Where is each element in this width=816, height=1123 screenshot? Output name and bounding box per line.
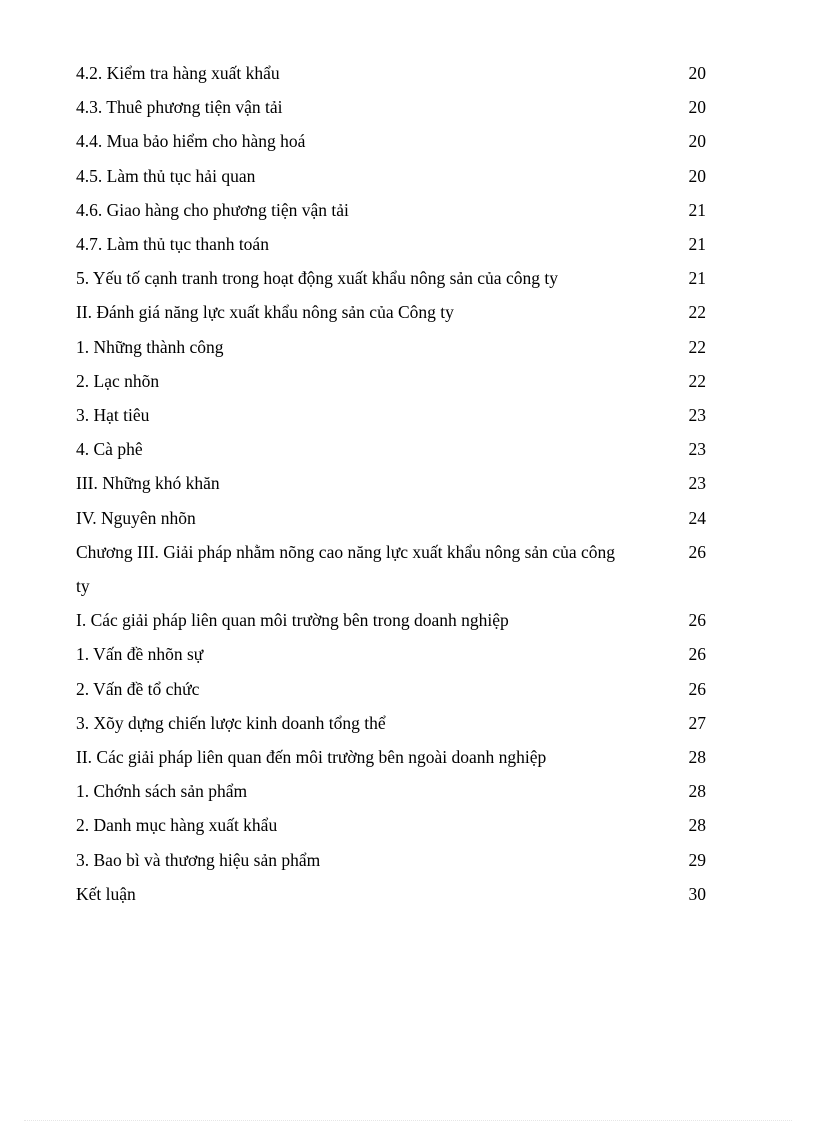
toc-entry-page: 21 — [688, 268, 706, 289]
toc-entry-title: 1. Những thành công — [76, 336, 224, 357]
toc-entry — [76, 535, 706, 603]
toc-entry-title: 5. Yếu tố cạnh tranh trong hoạt động xuất khẩu nông sản của công ty — [76, 268, 558, 289]
toc-entry-title: 4.3. Thuê phương tiện vận tải — [76, 97, 283, 118]
page-bottom-divider — [24, 1120, 792, 1121]
toc-entry — [76, 808, 706, 842]
toc-entry-page: 23 — [688, 439, 706, 460]
toc-entry — [76, 501, 706, 535]
toc-entry — [76, 466, 706, 500]
toc-entry-title: 4.2. Kiểm tra hàng xuất khẩu — [76, 63, 280, 83]
toc-entry — [76, 261, 706, 295]
toc-entry-title: 3. Bao bì và thương hiệu sản phẩm — [76, 849, 321, 870]
toc-entry — [76, 740, 706, 774]
toc-entry — [76, 706, 706, 740]
toc-entry-title: 1. Vấn đề nhõn sự — [76, 644, 204, 665]
toc-entry-title: 3. Xõy dựng chiến lược kinh doanh tổng thể — [76, 712, 386, 733]
toc-entry-page: 22 — [688, 336, 706, 357]
toc-entry-page: 20 — [688, 63, 706, 83]
toc-entry — [76, 159, 706, 193]
toc-entry — [76, 124, 706, 158]
toc-entry — [76, 90, 706, 124]
toc-entry-page: 27 — [688, 712, 706, 733]
toc-entry-page: 29 — [688, 849, 706, 870]
toc-entry — [76, 774, 706, 808]
toc-entry — [76, 56, 706, 90]
toc-entry-title: 2. Vấn đề tổ chức — [76, 678, 200, 699]
toc-entry — [76, 603, 706, 637]
toc-entry-title: II. Các giải pháp liên quan đến môi trường bên ngoài doanh nghiệp — [76, 747, 547, 768]
toc-entry — [76, 843, 706, 877]
toc-entry — [76, 637, 706, 671]
toc-entry — [76, 330, 706, 364]
toc-entry-title: 1. Chớnh sách sản phẩm — [76, 781, 248, 802]
toc-entry-page: 28 — [688, 747, 706, 768]
toc-entry-title: 4. Cà phê — [76, 439, 143, 460]
toc-entry-title: 2. Danh mục hàng xuất khẩu — [76, 815, 278, 836]
toc-entry-page: 22 — [688, 370, 706, 391]
toc-entry-page: 20 — [688, 97, 706, 118]
toc-entry-page: 28 — [688, 781, 706, 802]
toc-entry — [76, 364, 706, 398]
table-of-contents — [76, 56, 706, 911]
toc-entry-page: 24 — [688, 507, 706, 528]
toc-entry — [76, 295, 706, 329]
toc-entry-title: IV. Nguyên nhõn — [76, 507, 196, 528]
toc-entry — [76, 227, 706, 261]
toc-entry — [76, 432, 706, 466]
toc-entry-title: 4.5. Làm thủ tục hải quan — [76, 165, 256, 186]
toc-entry — [76, 193, 706, 227]
toc-entry-page: 28 — [688, 815, 706, 836]
toc-entry-title: Chương III. Giải pháp nhằm nõng cao năng lực xuất khẩu nông sản của công ty — [76, 541, 615, 597]
toc-entry-page: 21 — [688, 199, 706, 220]
toc-entry-page: 20 — [688, 131, 706, 152]
toc-entry-page: 26 — [688, 678, 706, 699]
toc-entry — [76, 877, 706, 911]
toc-entry-page: 26 — [688, 610, 706, 631]
toc-entry-page: 20 — [688, 165, 706, 186]
toc-entry-page: 22 — [688, 302, 706, 323]
toc-entry-title: III. Những khó khăn — [76, 473, 220, 494]
toc-entry-title: 2. Lạc nhõn — [76, 370, 160, 391]
toc-entry-title: 4.7. Làm thủ tục thanh toán — [76, 234, 269, 255]
toc-entry-page: 26 — [688, 644, 706, 665]
toc-entry-page: 21 — [688, 234, 706, 255]
toc-entry-title: Kết luận — [76, 883, 136, 904]
toc-entry-title: II. Đánh giá năng lực xuất khẩu nông sản của Công ty — [76, 302, 454, 323]
toc-entry-title: 4.6. Giao hàng cho phương tiện vận tải — [76, 199, 349, 220]
toc-entry-title: 4.4. Mua bảo hiểm cho hàng hoá — [76, 131, 306, 152]
toc-entry-page: 30 — [688, 883, 706, 904]
toc-entry-title: 3. Hạt tiêu — [76, 405, 150, 426]
toc-entry-page: 26 — [688, 541, 706, 562]
toc-entry-title: I. Các giải pháp liên quan môi trường bên trong doanh nghiệp — [76, 610, 509, 631]
toc-entry — [76, 672, 706, 706]
toc-entry-page: 23 — [688, 473, 706, 494]
toc-entry-page: 23 — [688, 405, 706, 426]
toc-entry — [76, 398, 706, 432]
